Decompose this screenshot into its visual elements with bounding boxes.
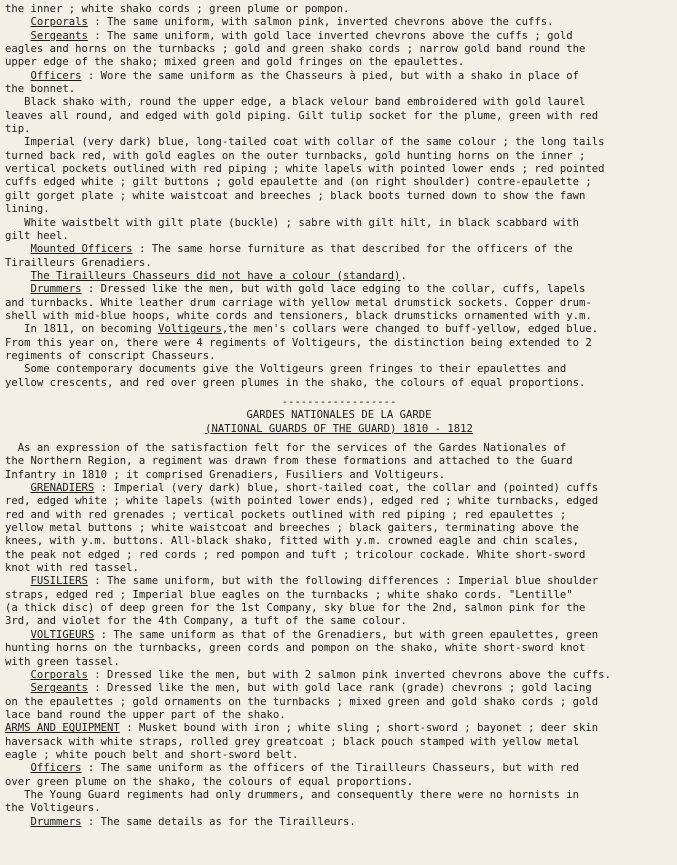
paragraph: The Young Guard regiments had only drummers, and consequently there were no hornists in the Voltigeurs. [5,788,580,815]
paragraph: Drummers : The same details as for the Tirailleurs. [30,815,356,828]
paragraph: Officers : Wore the same uniform as the Chasseurs à pied, but with a shako in place of the bonnet. [5,69,580,96]
section-heading [5,396,673,436]
paragraph: As an expression of the satisfaction felt for the services of the Gardes Nationales of the Northern Region, a regiment was drawn from these formations and attached to the Guard Infantry in 1810 ; it comprised Grenadiers, Fusiliers and Voltigeurs. [5,442,573,481]
paragraph: GRENADIERS : Imperial (very dark) blue, short-tailed coat, the collar and (pointed) cuffs red, edged white ; white lapels (with pointed lower ends), edged red ; white turnbacks, edged red and with red grenades ; vertical pockets outlined with red piping ; red epaulettes ; yellow metal buttons ; white waistcoat and breeches ; black gaiters, terminating above the knees, with y.m. buttons. All-black shako, fitted with y.m. crowned eagle and chin scales, the peak not edged ; red cords ; red pompon and tuft ; tricolour cockade. White short-sword knot with red tassel. [5,482,599,575]
heading-subtitle: (NATIONAL GUARDS OF THE GUARD) 1810 - 1812 [205,422,473,435]
paragraph: ARMS AND EQUIPMENT : Musket bound with iron ; white sling ; short-sword ; bayonet ; deer skin haversack with white straps, rolled grey greatcoat ; black pouch stamped with yellow metal eagle ; white pouch belt and short-sword belt. [5,722,599,761]
paragraph: Corporals : The same uniform, with salmon pink, inverted chevrons above the cuffs. [30,16,554,29]
paragraph: Black shako with, round the upper edge, a black velour band embroidered with gold laurel leaves all round, and edged with gold piping. Gilt tulip socket for the plume, green with red tip. [5,96,599,136]
paragraph: Officers : The same uniform as the officers of the Tirailleurs Chasseurs, but with red over green plume on the shako, the colours of equal proportions. [5,762,580,788]
paragraph: Mounted Officers : The same horse furniture as that described for the officers of the Tirailleurs Grenadiers. [5,243,573,269]
text-section-national-guards [5,442,673,829]
paragraph: FUSILIERS : The same uniform, but with the following differences : Imperial blue shoulder straps, edged red ; Imperial blue eagles on the turnbacks ; white shako cords. "Lentille" (a thick disc) of deep green for the 1st Company, sky blue for the 2nd, salmon pink for the 3rd, and violet for the 4th Company, a tuft of the same colour. [5,575,599,628]
paragraph: Sergeants : The same uniform, with gold lace inverted chevrons above the cuffs ; gold eagles and horns on the turnbacks ; gold and green shako cords ; narrow gold band round the upper edge of the shako; mixed green and gold fringes on the epaulettes. [5,29,586,69]
paragraph: The Tirailleurs Chasseurs did not have a colour (standard). [30,269,407,282]
paragraph: Corporals : Dressed like the men, but with 2 salmon pink inverted chevrons above the cuffs. [30,668,611,681]
separator-line: ------------------ [281,395,397,408]
paragraph: White waistbelt with gilt plate (buckle) ; sabre with gilt hilt, in black scabbard with gilt heel. [5,216,580,242]
paragraph: Imperial (very dark) blue, long-tailed coat with collar of the same colour ; the long tails turned back red, with gold eagles on the outer turnbacks, gold hunting horns on the inner ; vertical pockets outlined with red piping ; white lapels with pointed lower ends ; red pointed cuffs edged white ; gilt buttons ; gold epaulette and (on right shoulder) contre-epaulette ; gilt gorget plate ; white waistcoat and breeches ; black boots turned down to show the fawn lining. [5,136,605,216]
paragraph: VOLTIGEURS : The same uniform as that of the Grenadiers, but with green epaulettes, green hunting horns on the turnbacks, green cords and pompon on the shako, white short-sword knot with green tassel. [5,628,599,668]
paragraph: Drummers : Dressed like the men, but with gold lace edging to the collar, cuffs, lapels and turnbacks. White leather drum carriage with yellow metal drumstick sockets. Copper drum- shell with mid-blue hoops, white cords and tensioners, black drumsticks ornamented with y.m. [5,283,592,322]
paragraph: the inner ; white shako cords ; green plume or pompon. [5,3,350,15]
paragraph: Some contemporary documents give the Voltigeurs green fringes to their epaulettes and yellow crescents, and red over green plumes in the shako, the colours of equal proportions. [5,363,586,389]
text-section-voltigeurs [5,3,673,390]
heading-title: GARDES NATIONALES DE LA GARDE [246,409,432,422]
paragraph: In 1811, on becoming Voltigeurs,the men's collars were changed to buff-yellow, edged blue. From this year on, there were 4 regiments of Voltigeurs, the distinction being extended to 2 regiments of conscript Chasseurs. [5,323,599,362]
paragraph: Sergeants : Dressed like the men, but with gold lace rank (grade) chevrons ; gold lacing on the epaulettes ; gold ornaments on the turnbacks ; mixed green and gold shako cords ; gold lace band round the upper part of the shako. [5,682,599,721]
document-page [5,3,673,829]
